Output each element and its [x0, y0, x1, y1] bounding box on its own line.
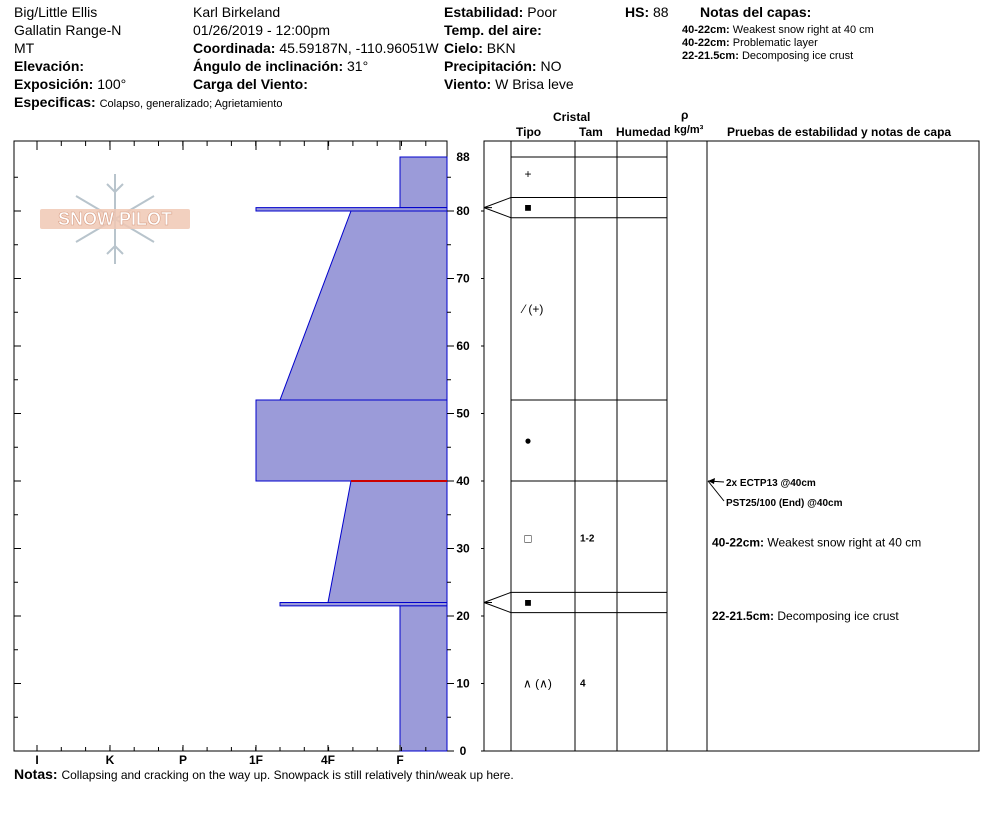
sky-label: Cielo: — [444, 40, 483, 56]
x-tick-label: 1F — [248, 753, 264, 767]
stability-label: Estabilidad: — [444, 4, 524, 20]
layer-note-range: 22-21.5cm: — [682, 50, 739, 62]
size-header: Tam — [579, 125, 603, 139]
layer-connector — [484, 592, 511, 602]
test-arrow — [708, 481, 724, 501]
layer-note-range: 40-22cm: — [682, 37, 730, 49]
crystal-header: Cristal — [553, 110, 591, 124]
stability-test-result: 2x ECTP13 @40cm — [726, 478, 816, 489]
type-header: Tipo — [516, 125, 542, 139]
layer-comment-range: 22-21.5cm: — [712, 609, 778, 623]
range-name: Gallatin Range-N — [14, 22, 122, 38]
hardness-layer-bar — [400, 157, 447, 208]
y-tick-label: 40 — [456, 474, 470, 488]
hardness-layer-bar — [280, 211, 447, 400]
logo-text: SNOW PILOT — [58, 209, 172, 229]
x-tick-label: K — [105, 753, 115, 767]
layer-table-frame — [484, 141, 979, 751]
grain-type-symbol: + — [524, 166, 532, 181]
y-tick-label: 20 — [456, 609, 470, 623]
grain-type-symbol: ■ — [524, 200, 532, 215]
tests-header: Pruebas de estabilidad y notas de capa — [727, 125, 952, 139]
stability-value: Poor — [527, 4, 557, 20]
layer-connector — [484, 603, 511, 613]
hs-label: HS: — [625, 4, 650, 20]
profile-layer — [256, 157, 447, 751]
layer-connector — [484, 208, 511, 218]
layer-note-text: Decomposing ice crust — [741, 50, 854, 62]
slope-label: Ángulo de inclinación: — [193, 58, 344, 74]
elevation-label: Elevación: — [14, 58, 85, 74]
location-name: Big/Little Ellis — [14, 4, 98, 20]
slope-value: 31° — [347, 58, 369, 74]
grain-type-symbol: ■ — [524, 595, 532, 610]
hardness-layer-bar — [328, 481, 447, 603]
grain-type-symbol: ⁄ (+) — [523, 301, 544, 316]
moisture-header: Humedad — [616, 125, 671, 139]
layer-comment — [712, 609, 899, 623]
y-tick-label: 10 — [456, 676, 470, 691]
notes-text: Collapsing and cracking on the way up. Snowpack is still relatively thin/weak up here. — [61, 768, 514, 782]
grain-type-symbol: □ — [524, 531, 532, 546]
snowpilot-logo — [40, 174, 190, 264]
layer-comment-range: 40-22cm: — [712, 535, 768, 550]
aspect-label: Exposición: — [14, 76, 94, 92]
coordinate-label: Coordinada: — [193, 40, 276, 56]
hardness-layer-bar — [256, 400, 447, 481]
x-tick-label: I — [35, 753, 39, 767]
layer-notes-title: Notas del capas: — [700, 4, 812, 20]
layer-comment — [712, 536, 921, 550]
x-tick-label: F — [396, 753, 404, 767]
y-tick-label: 50 — [456, 406, 470, 421]
layer-comment-text: Weakest snow right at 40 cm — [767, 535, 922, 550]
observation-datetime: 01/26/2019 - 12:00pm — [193, 22, 330, 38]
x-tick-label: P — [178, 753, 188, 767]
aspect-value: 100° — [97, 76, 127, 92]
grain-size-label: 1-2 — [580, 533, 595, 545]
y-tick-label: 30 — [456, 541, 470, 556]
wind-label: Viento: — [444, 76, 492, 92]
precip-label: Precipitación: — [444, 58, 537, 74]
layer-note-range: 40-22cm: — [682, 24, 730, 36]
grain-type-symbol: ● — [524, 433, 532, 448]
y-tick-label: 80 — [456, 204, 470, 218]
layer-note-text: Weakest snow right at 40 cm — [732, 24, 874, 36]
wind-load-label: Carga del Viento: — [193, 76, 308, 92]
air-temp-label: Temp. del aire: — [444, 22, 542, 38]
grain-layer — [484, 141, 707, 751]
hardness-layer-bar — [256, 208, 447, 211]
precip-value: NO — [540, 58, 562, 74]
density-unit-header: kg/m³ — [674, 124, 704, 136]
x-tick-label: 4F — [320, 753, 336, 767]
wind-value: W Brisa leve — [495, 76, 574, 92]
hardness-layer-bar — [280, 603, 447, 606]
layer-note-text: Problematic layer — [732, 37, 818, 49]
y-tick-label: 60 — [456, 339, 470, 353]
layer-connector — [484, 198, 511, 208]
observer-name: Karl Birkeland — [193, 4, 281, 20]
y-tick-label: 70 — [456, 271, 470, 286]
state-name: MT — [14, 40, 35, 56]
coordinate-value: 45.59187N, -110.96051W — [279, 40, 439, 56]
hardness-layer-bar — [400, 606, 447, 751]
layer-comment-text: Decomposing ice crust — [777, 609, 899, 623]
grain-size-label: 4 — [580, 678, 586, 690]
hs-value: 88 — [653, 4, 669, 20]
specifics-value: Colapso, generalizado; Agrietamiento — [99, 98, 283, 110]
grain-type-symbol: ∧ (∧) — [523, 676, 552, 691]
rho-header: ρ — [681, 108, 689, 122]
sky-value: BKN — [486, 40, 516, 56]
y-tick-label: 88 — [456, 150, 470, 164]
notes-row — [14, 766, 514, 782]
specifics-label: Especificas: — [14, 94, 96, 110]
stability-test-result: PST25/100 (End) @40cm — [726, 498, 843, 509]
y-tick-label: 0 — [459, 744, 467, 758]
tests-layer — [708, 478, 921, 623]
notes-label: Notas: — [14, 766, 58, 782]
